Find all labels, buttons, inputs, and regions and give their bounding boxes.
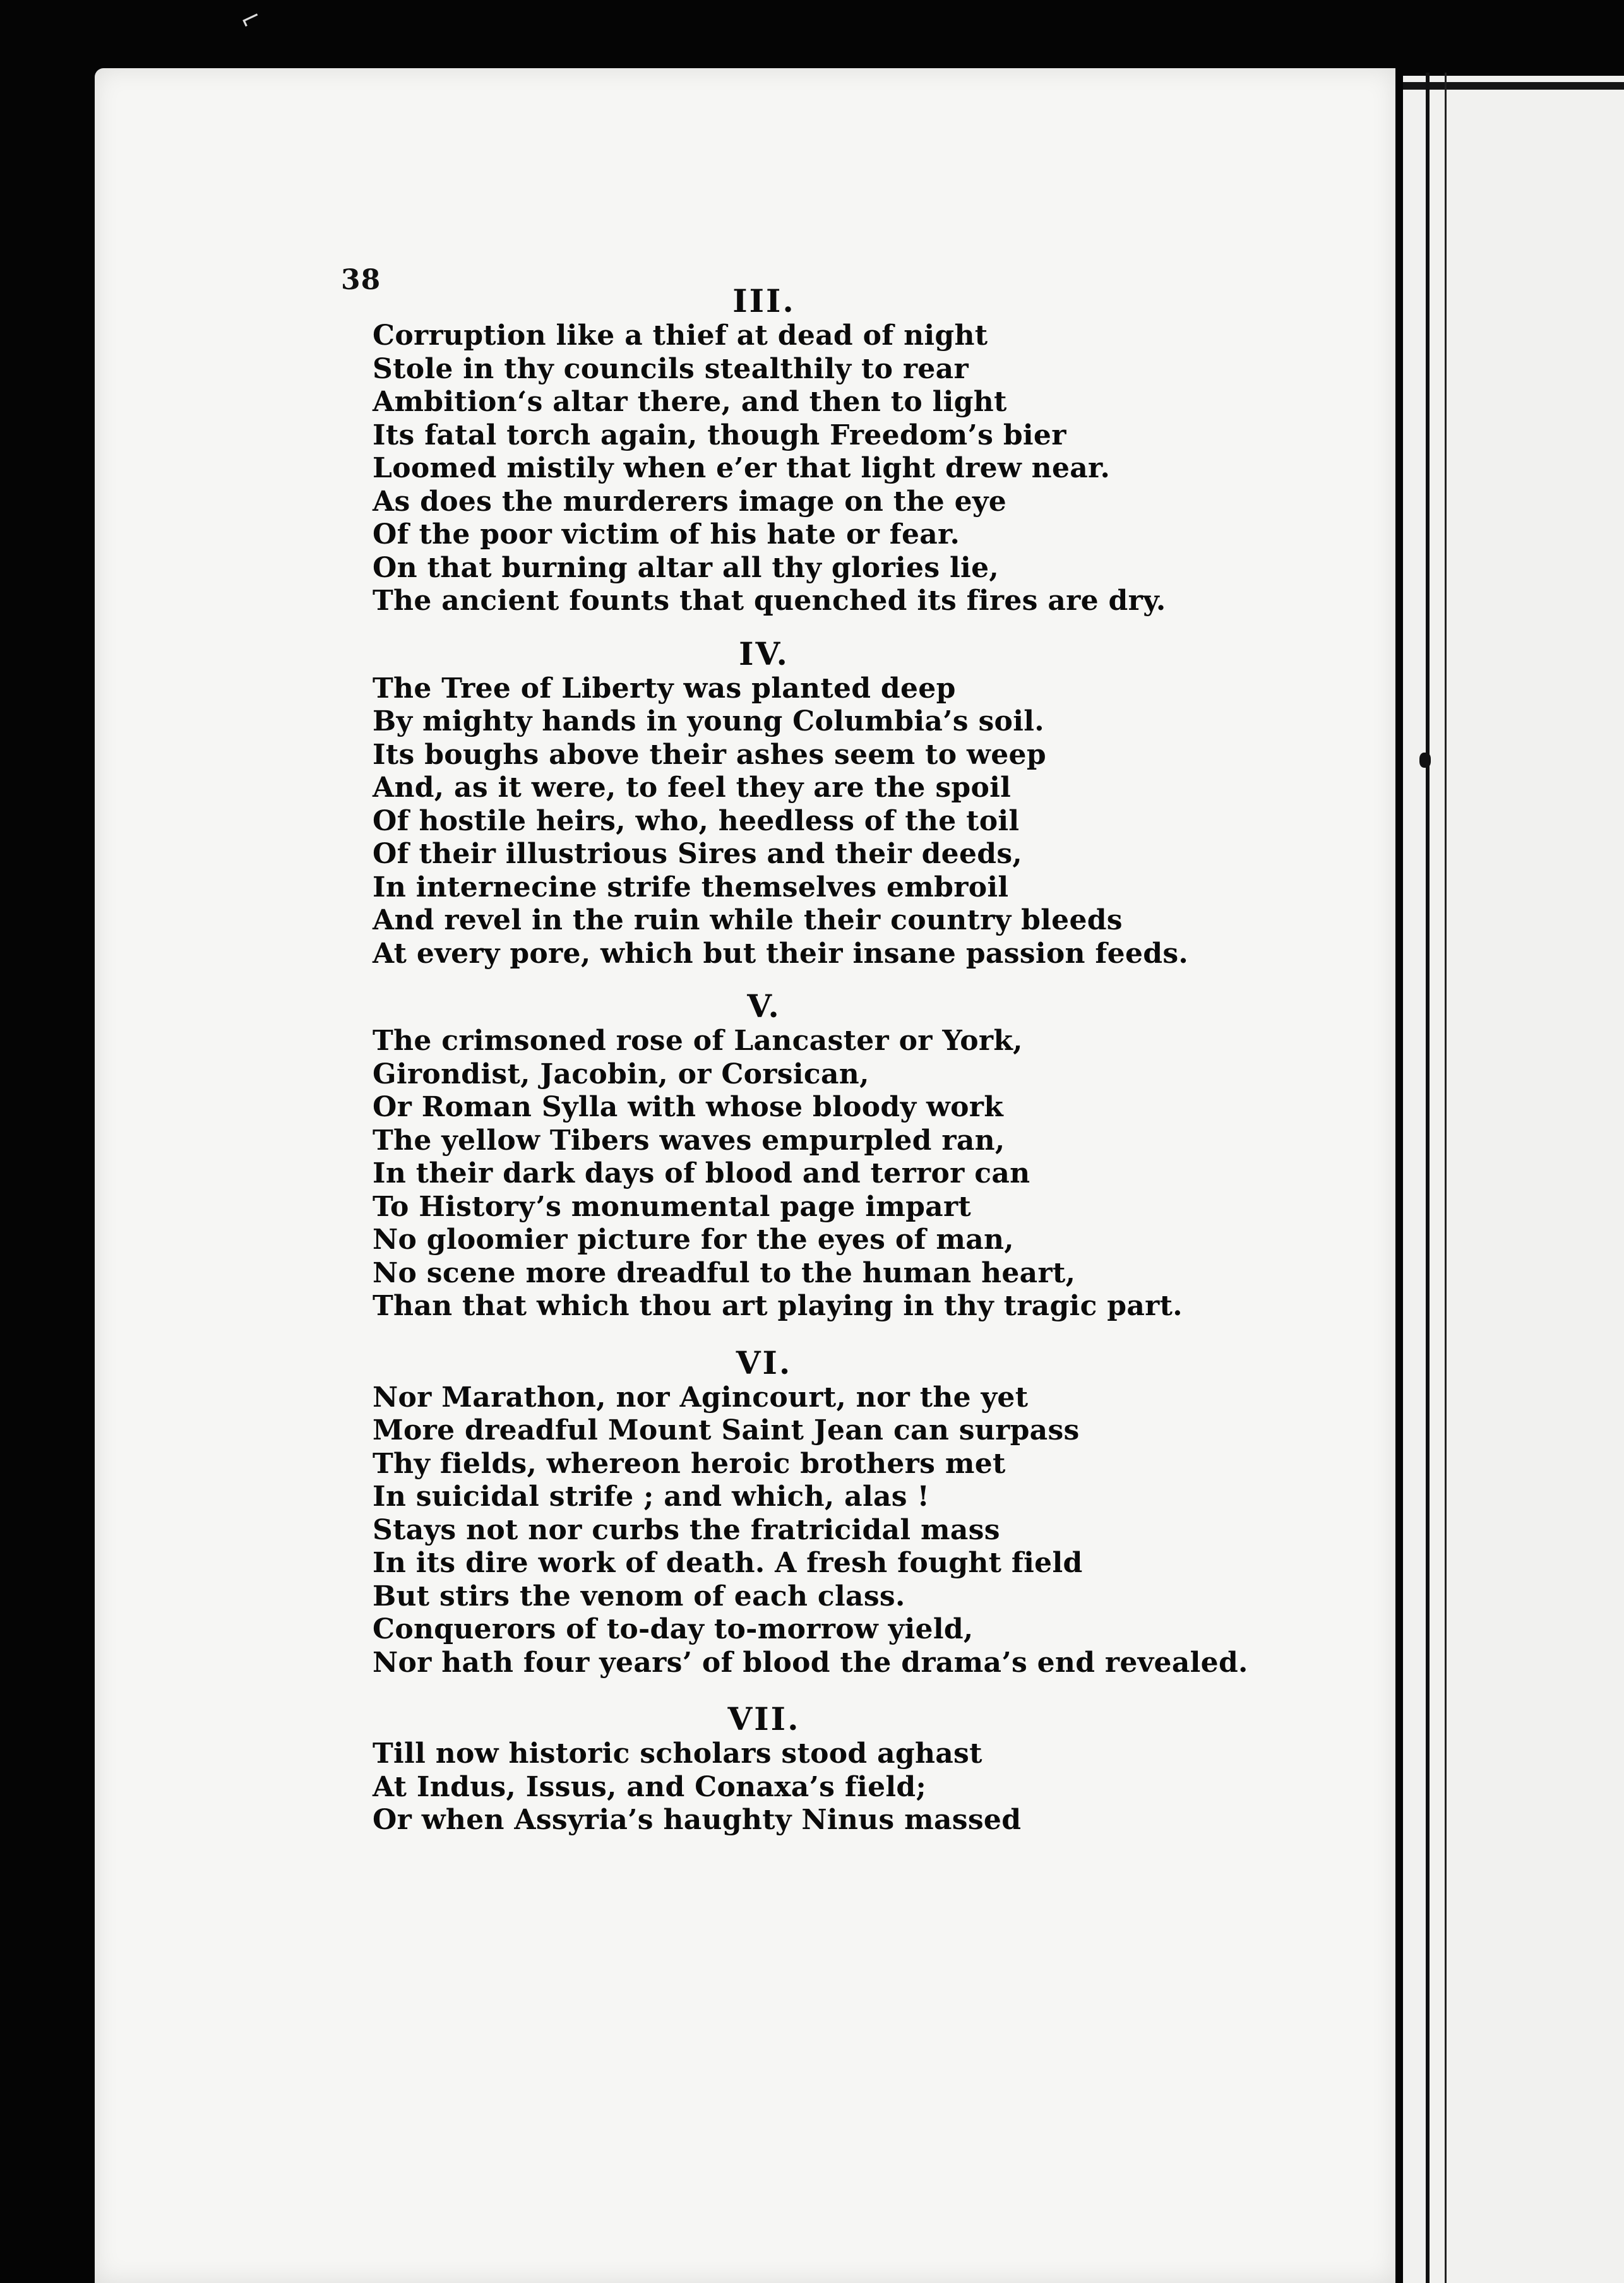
poem-line: Loomed mistily when e’er that light drew near. (373, 452, 1111, 484)
poem-line: Of their illustrious Sires and their deeds, (373, 838, 1023, 870)
page-gutter-line-secondary (1445, 73, 1447, 2283)
poem-line: No gloomier picture for the eyes of man, (373, 1224, 1014, 1256)
poem-line: And revel in the ruin while their country bleeds (373, 904, 1123, 936)
poem-line: Its boughs above their ashes seem to weep (373, 738, 1046, 771)
poem-line: The crimsoned rose of Lancaster or York, (373, 1025, 1023, 1057)
poem-line: To History’s monumental page impart (373, 1190, 972, 1223)
poem-line: Nor Marathon, nor Agincourt, nor the yet (373, 1381, 1029, 1414)
page-number: 38 (341, 264, 381, 296)
stanza-numeral: VI. (736, 1344, 792, 1381)
poem-line: Till now historic scholars stood aghast (373, 1738, 982, 1770)
poem-line: In internecine strife themselves embroil (373, 871, 1009, 903)
stanza-numeral: VII. (727, 1700, 801, 1738)
adjacent-page-edge (1403, 76, 1624, 2283)
stanza-numeral: IV. (739, 635, 789, 672)
stanza-vi (373, 1344, 1248, 1680)
poem-line: Stays not nor curbs the fratricidal mass (373, 1513, 1000, 1546)
poem-line: Conquerors of to-day to-morrow yield, (373, 1613, 974, 1645)
poem-line: No scene more dreadful to the human heart, (373, 1256, 1076, 1289)
stanza-iii (373, 282, 1166, 618)
poem-line: More dreadful Mount Saint Jean can surpass (373, 1414, 1080, 1446)
scan-corner-mark: ⌐ (235, 1, 267, 37)
poem-line: Nor hath four years’ of blood the drama’s end revealed. (373, 1646, 1248, 1679)
poem-line: The ancient founts that quenched its fires are dry. (373, 585, 1166, 617)
poem-line: The Tree of Liberty was planted deep (373, 672, 956, 705)
poem-line: Girondist, Jacobin, or Corsican, (373, 1058, 869, 1090)
poem-line: At Indus, Issus, and Conaxa’s field; (373, 1770, 927, 1803)
stanza-numeral: V. (747, 987, 781, 1025)
poem-line: In suicidal strife ; and which, alas ! (373, 1481, 930, 1513)
poem-line: On that burning altar all thy glories lie, (373, 551, 999, 584)
stanza-v (373, 987, 1183, 1323)
poem-line: Or Roman Sylla with whose bloody work (373, 1091, 1004, 1123)
stanza-iv (373, 635, 1189, 971)
stanza-numeral: III. (732, 282, 796, 319)
poem-line: Or when Assyria’s haughty Ninus massed (373, 1804, 1022, 1836)
poem-line: Ambition‘s altar there, and then to light (373, 386, 1007, 418)
adjacent-page-top-edge (1403, 82, 1624, 90)
stanza-vii (373, 1701, 1130, 1837)
poem-line: In its dire work of death. A fresh fought field (373, 1547, 1083, 1579)
poem-line: By mighty hands in young Columbia’s soil. (373, 705, 1044, 737)
poem-line: Of hostile heirs, who, heedless of the toil (373, 804, 1020, 837)
poem-line: In their dark days of blood and terror can (373, 1157, 1030, 1189)
poem-line: At every pore, which but their insane passion feeds. (373, 937, 1189, 970)
poem-line: But stirs the venom of each class. (373, 1580, 905, 1612)
poem-line: Stole in thy councils stealthily to rear (373, 352, 969, 385)
poem (373, 282, 1248, 1837)
poem-line: The yellow Tibers waves empurpled ran, (373, 1124, 1005, 1157)
page-gutter-line (1426, 73, 1430, 2283)
poem-line: As does the murderers image on the eye (373, 485, 1007, 518)
poem-line: Of the poor victim of his hate or fear. (373, 518, 960, 551)
poem-line: Thy fields, whereon heroic brothers met (373, 1447, 1006, 1480)
poem-line: And, as it were, to feel they are the spoil (373, 772, 1012, 804)
poem-line: Its fatal torch again, though Freedom’s bier (373, 419, 1066, 451)
binding-mark (1419, 753, 1431, 768)
poem-line: Corruption like a thief at dead of night (373, 319, 988, 352)
poem-line: Than that which thou art playing in thy tragic part. (373, 1290, 1183, 1322)
